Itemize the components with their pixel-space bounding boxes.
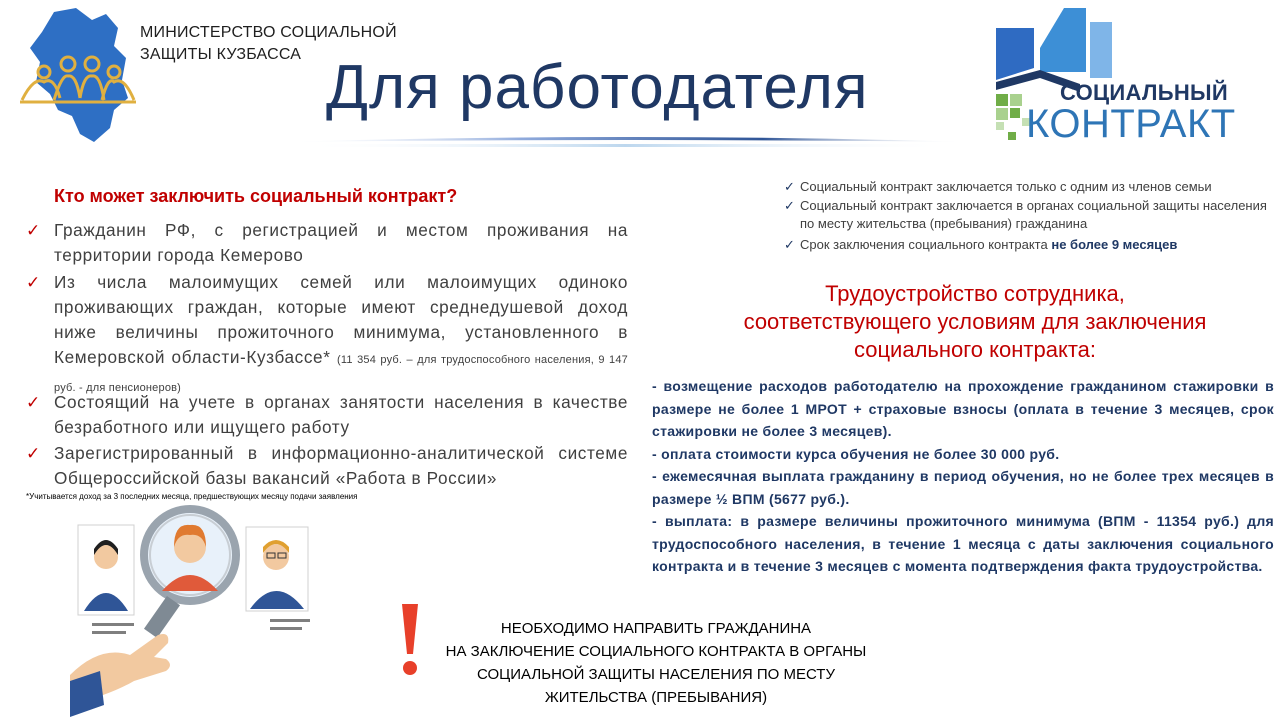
brand-word-1: СОЦИАЛЬНЫЙ <box>1060 80 1228 105</box>
notice-line-4: ЖИТЕЛЬСТВА (ПРЕБЫВАНИЯ) <box>544 689 768 706</box>
ministry-line-2: ЗАЩИТЫ КУЗБАССА <box>140 46 302 63</box>
term-prefix: Срок заключения социального контракта <box>800 237 1052 252</box>
info-bullet <box>784 197 1274 233</box>
page-title: Для работодателя <box>326 53 869 122</box>
benefit-item: - возмещение расходов работодателю на прохождение гражданином стажировки в размере не более 1 МРОТ + страховые взносы (оплата в течение 3 месяцев, срок стажировки не более 3 месяцев). <box>652 378 1274 439</box>
condition-item <box>26 441 628 491</box>
candidate-search-illustration <box>70 505 370 720</box>
employment-heading-line-1: Трудоустройство сотрудника, <box>825 281 1125 306</box>
info-bullet-text: Социальный контракт заключается в органах социальной защиты населения по месту жительства (пребывания) гражданина <box>800 198 1267 231</box>
title-underline-swoosh <box>280 128 970 158</box>
check-icon: ✓ <box>26 444 41 463</box>
info-bullet <box>784 178 1274 196</box>
footnote: *Учитывается доход за 3 последних месяца, предшествующих месяцу подачи заявления <box>26 492 358 501</box>
referral-notice <box>426 617 886 709</box>
benefit-item: - ежемесячная выплата гражданину в период обучения, но не более трех месяцев в размере ½ ВПМ (5677 руб.). <box>652 468 1274 507</box>
check-icon: ✓ <box>784 179 795 194</box>
check-icon: ✓ <box>26 273 41 292</box>
employer-benefits <box>652 375 1274 578</box>
brand-word-2: КОНТРАКТ <box>1026 102 1236 146</box>
benefit-item: - оплата стоимости курса обучения не более 30 000 руб. <box>652 445 1060 462</box>
condition-text: Гражданин РФ, с регистрацией и местом проживания на территории города Кемерово <box>54 220 628 265</box>
check-icon: ✓ <box>784 198 795 213</box>
condition-item <box>26 218 628 268</box>
notice-line-2: НА ЗАКЛЮЧЕНИЕ СОЦИАЛЬНОГО КОНТРАКТА В ОРГАНЫ <box>445 643 867 660</box>
condition-item <box>26 390 628 440</box>
condition-item <box>26 270 628 401</box>
info-bullet <box>784 236 1274 254</box>
info-bullet-text: Социальный контракт заключается только с одним из членов семьи <box>800 179 1212 194</box>
employment-heading-line-3: социального контракта: <box>853 337 1097 362</box>
exclamation-icon <box>398 600 422 680</box>
info-bullet-text <box>800 236 1274 254</box>
left-heading: Кто может заключить социальный контракт? <box>54 186 458 206</box>
condition-text: Состоящий на учете в органах занятости населения в качестве безработного или ищущего работу <box>54 392 628 437</box>
condition-text-main: Из числа малоимущих семей или малоимущих одиноко проживающих граждан, которые имеют среднедушевой доход ниже величины прожиточного минимума, установленного в Кемеровской области-Кузбассе* <box>54 272 628 367</box>
term-limit: не более 9 месяцев <box>1051 237 1178 252</box>
check-icon: ✓ <box>784 237 795 252</box>
condition-text: Зарегистрированный в информационно-аналитической системе Общероссийской базы вакансий «Работа в России» <box>54 443 628 488</box>
notice-line-1: НЕОБХОДИМО НАПРАВИТЬ ГРАЖДАНИНА <box>500 620 812 637</box>
condition-text <box>54 270 628 401</box>
income-threshold-note: (11 354 руб. – для трудоспособного населения, 9 147 руб. - для пенсионеров) <box>54 354 628 394</box>
check-icon: ✓ <box>26 221 41 240</box>
ministry-logo <box>14 6 142 144</box>
employment-heading <box>680 280 1270 364</box>
notice-line-3: СОЦИАЛЬНОЙ ЗАЩИТЫ НАСЕЛЕНИЯ ПО МЕСТУ <box>477 666 835 683</box>
benefit-item: - выплата: в размере величины прожиточного минимума (ВПМ - 11354 руб.) для трудоспособного населения, в течение 1 месяца с даты заключения социального контракта и в течение 3 месяцев с момента подтверждения факта трудоустройства. <box>652 513 1274 574</box>
ministry-line-1: МИНИСТЕРСТВО СОЦИАЛЬНОЙ <box>140 24 397 41</box>
check-icon: ✓ <box>26 393 41 412</box>
employment-heading-line-2: соответствующего условиям для заключения <box>743 309 1207 334</box>
